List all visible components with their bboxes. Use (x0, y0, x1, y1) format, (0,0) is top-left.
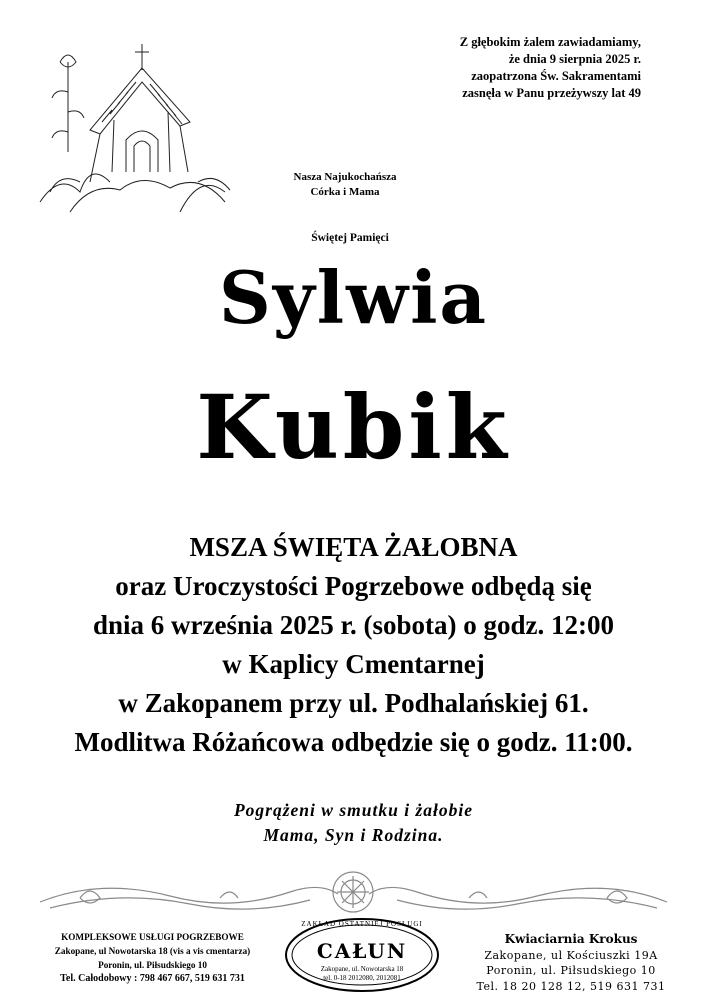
mourners (0, 798, 707, 848)
announcement-line: Z głębokim żalem zawiadamiamy, (459, 35, 641, 49)
memory-label: Świętej Pamięci (311, 232, 389, 244)
announcement-line: zasnęła w Panu przeżywszy lat 49 (462, 86, 641, 100)
mourners-line-2: Mama, Syn i Rodzina. (263, 825, 444, 845)
funeral-line: w Zakopanem przy ul. Podhalańskiej 61. (118, 688, 589, 718)
funeral-line: Modlitwa Różańcowa odbędzie się o godz. 11:00. (74, 727, 633, 757)
seal-name: CAŁUN (316, 939, 408, 963)
florist-address: Zakopane, ul Kościuszki 19A (484, 948, 658, 962)
dedication-line-1: Nasza Najukochańsza (293, 171, 397, 183)
calun-seal (282, 915, 442, 995)
announcement-line: że dnia 9 sierpnia 2025 r. (508, 52, 641, 66)
seal-phone: tel. 0-18 2012080, 2012081 (323, 974, 401, 982)
deceased-last-name: Kubik (196, 375, 511, 479)
announcement-text (381, 34, 641, 102)
funeral-services-title: KOMPLEKSOWE USŁUGI POGRZEBOWE (61, 932, 244, 942)
florist-title: Kwiaciarnia Krokus (504, 932, 638, 946)
florist-phone: Tel. 18 20 128 12, 519 631 731 (476, 979, 666, 993)
dedication (270, 170, 420, 200)
funeral-line: w Kaplicy Cmentarnej (222, 649, 485, 679)
funeral-services-phone: Tel. Całodobowy : 798 467 667, 519 631 731 (60, 973, 245, 984)
mourners-line-1: Pogrążeni w smutku i żałobie (233, 800, 473, 820)
chapel-illustration (30, 22, 240, 222)
deceased-first-name: Sylwia (218, 255, 489, 340)
funeral-line: oraz Uroczystości Pogrzebowe odbędą się (115, 571, 592, 601)
dedication-line-2: Córka i Mama (310, 186, 380, 198)
seal-address: Zakopane, ul. Nowotarska 18 (320, 965, 404, 973)
funeral-services-address: Poronin, ul. Piłsudskiego 10 (98, 960, 207, 970)
funeral-details (0, 528, 707, 762)
seal-top-text: ZAKŁAD OSTATNIEJ POSŁUGI (301, 920, 423, 928)
florist-info (446, 932, 696, 994)
florist-address: Poronin, ul. Piłsudskiego 10 (486, 964, 656, 977)
announcement-line: zaopatrzona Św. Sakramentami (471, 69, 641, 83)
funeral-services-address: Zakopane, ul Nowotarska 18 (vis a vis cmentarza) (54, 946, 251, 956)
ornament-divider (20, 868, 687, 920)
funeral-services-info (20, 930, 285, 986)
funeral-line: MSZA ŚWIĘTA ŻAŁOBNA (189, 532, 518, 562)
funeral-line: dnia 6 września 2025 r. (sobota) o godz. 12:00 (92, 610, 614, 640)
